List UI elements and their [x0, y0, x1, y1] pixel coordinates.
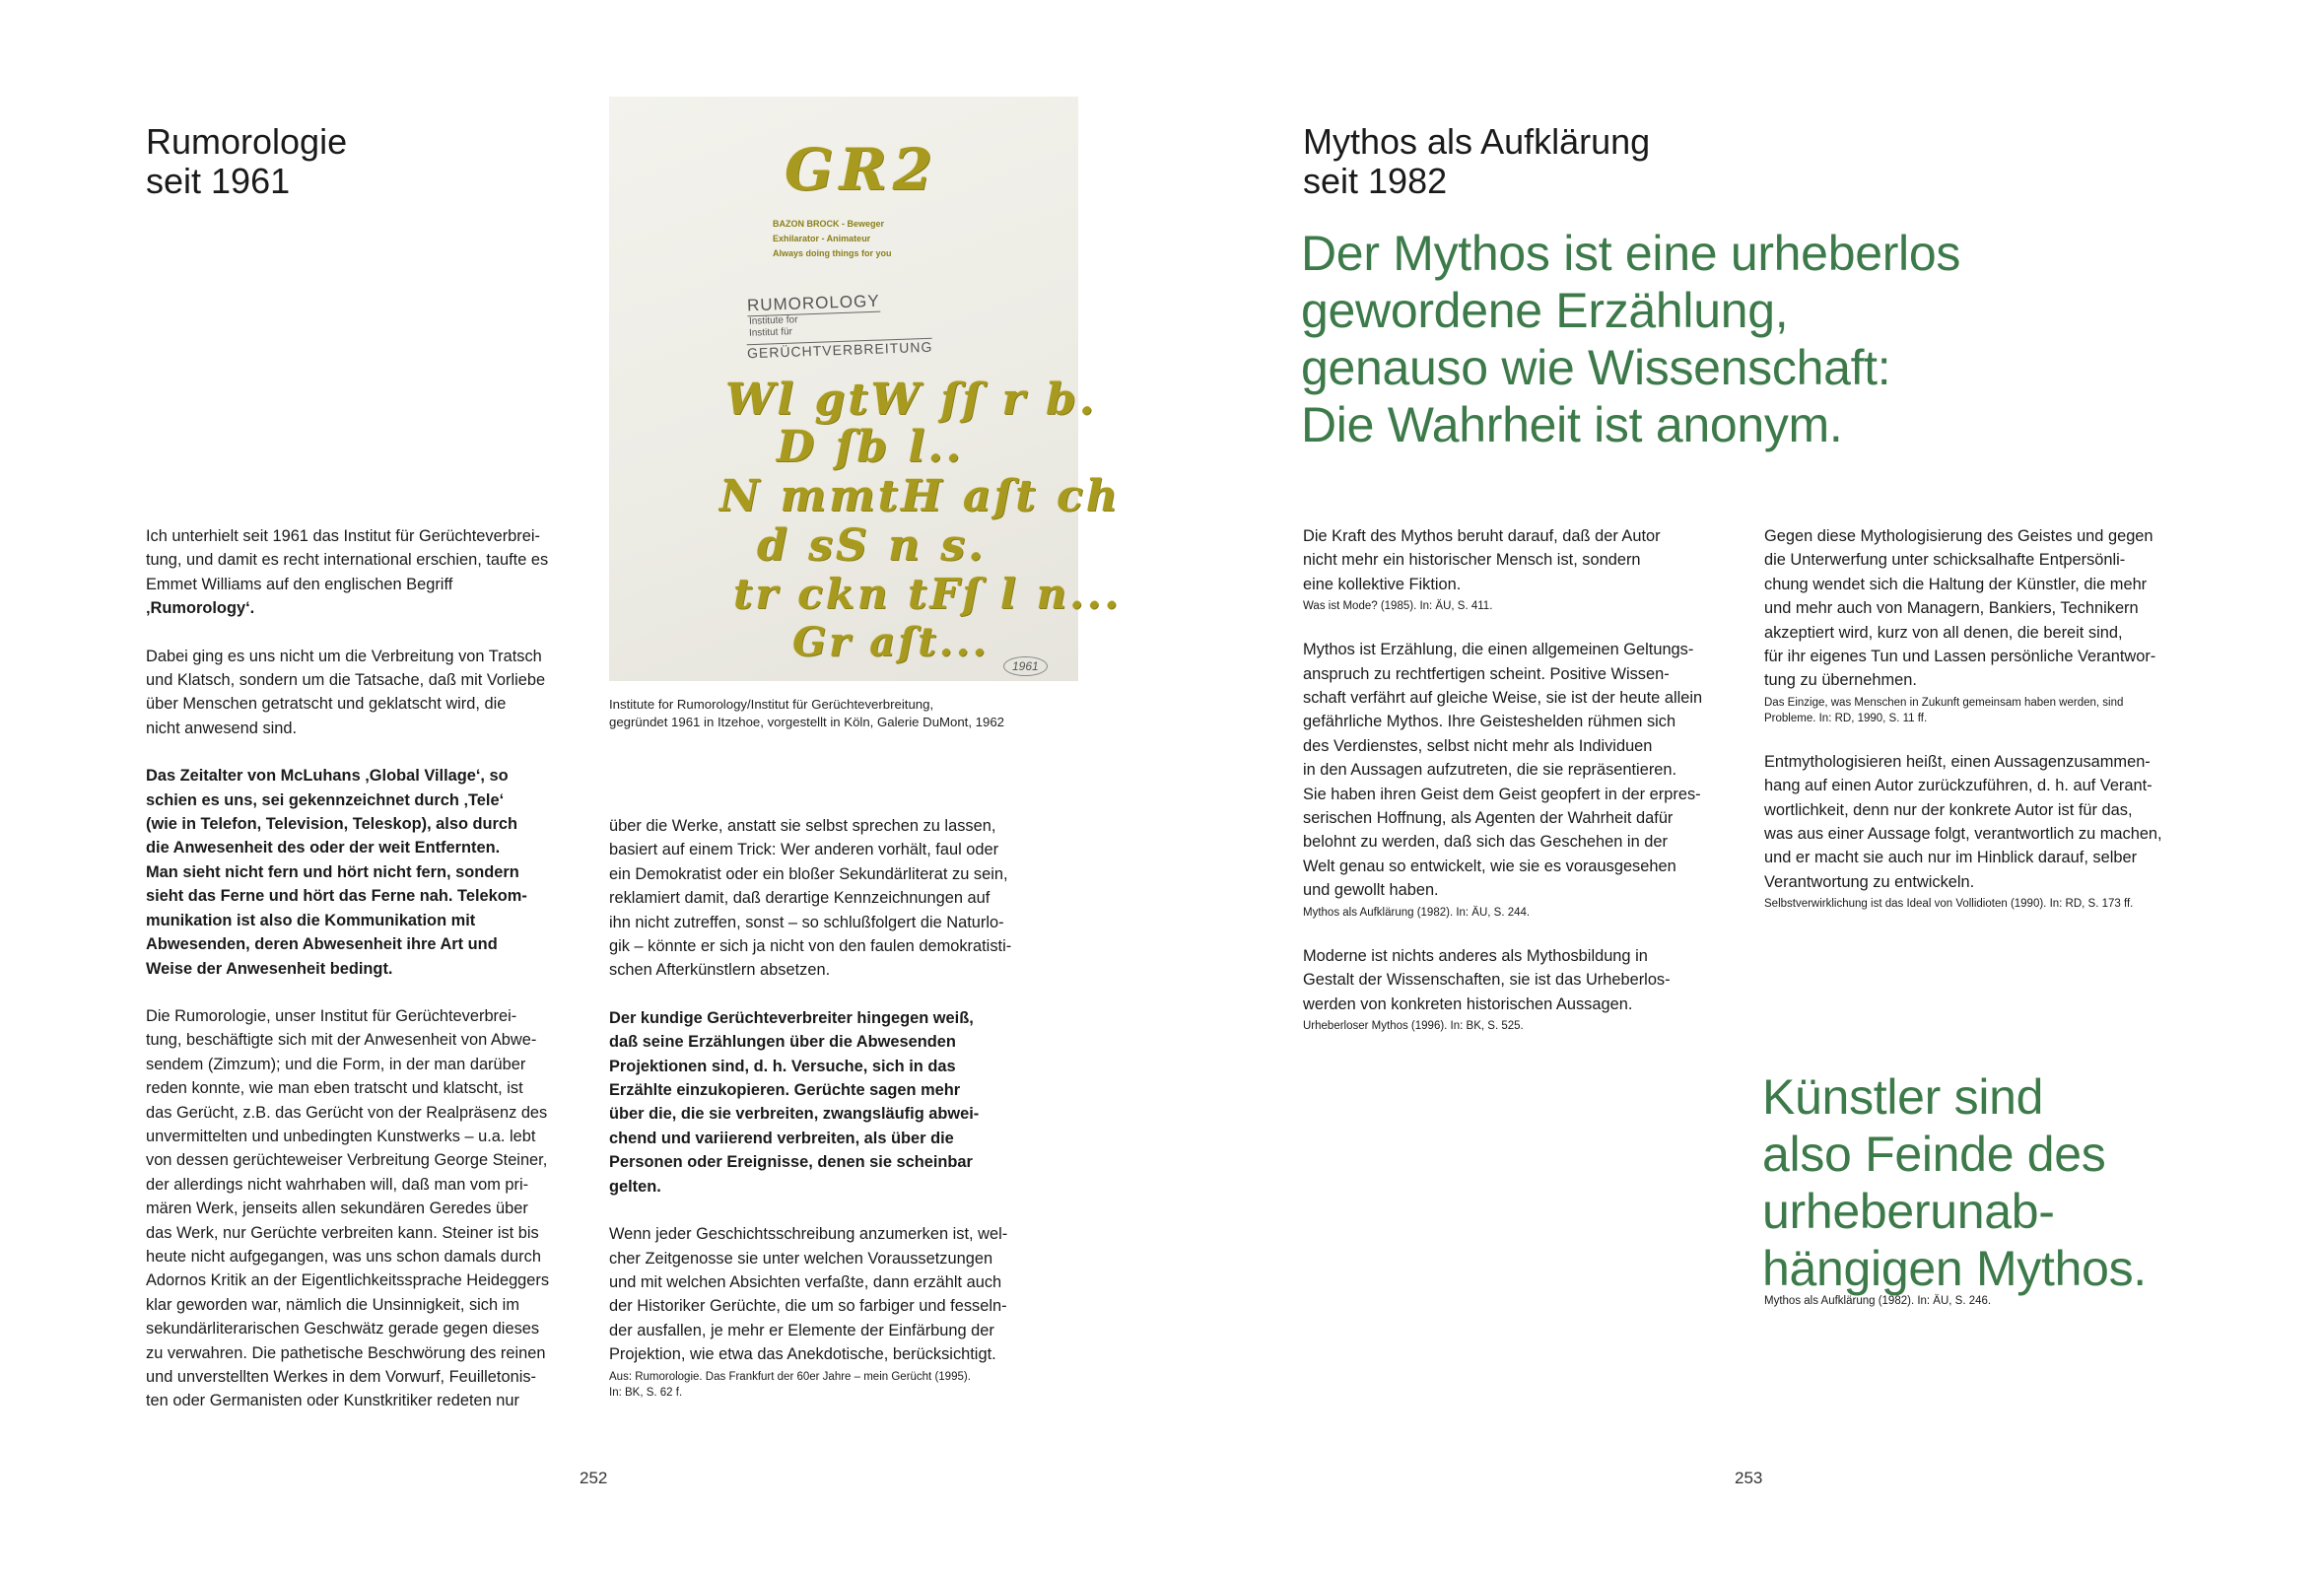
line: mären Werk, jenseits allen sekundären Geredes über	[146, 1200, 528, 1218]
line: sendem (Zimzum); und die Form, in der man darüber	[146, 1055, 526, 1073]
left-column-1	[146, 524, 599, 1437]
line: gefährliche Mythos. Ihre Geisteshelden rühmen sich	[1303, 713, 1676, 731]
line: hang auf einen Autor zurückzuführen, d. h. auf Verant-	[1764, 777, 2153, 795]
line: schen Afterkünstlern absetzen.	[609, 961, 831, 980]
line: gelten.	[609, 1177, 661, 1196]
paragraph-entmythologisieren	[1764, 750, 2218, 894]
title-line-2: seit 1982	[1303, 161, 1448, 201]
line: Projektion, wie etwa das Anekdotische, berücksichtigt.	[609, 1345, 996, 1364]
paragraph-mythologisierung	[1764, 524, 2218, 693]
line: unvermittelten und unbedingten Kunstwerks – u.a. lebt	[146, 1127, 536, 1145]
line: klar geworden war, nämlich die Unsinnigkeit, sich im	[146, 1295, 519, 1314]
line: das Werk, nur Gerüchte verbreiten kann. Steiner ist bis	[146, 1223, 539, 1242]
line: anspruch zu rechtfertigen scheint. Positive Wissen-	[1303, 664, 1670, 683]
line: chend und variierend verbreiten, als über die	[609, 1129, 954, 1147]
line: akzeptiert wird, kurz von all denen, die bereit sind,	[1764, 623, 2123, 642]
artwork-caption	[609, 696, 1082, 731]
paragraph-global-village	[146, 764, 599, 981]
line: Adornos Kritik an der Eigentlichkeitssprache Heideggers	[146, 1271, 550, 1290]
line: tung, und damit es recht international erschien, taufte es	[146, 551, 549, 570]
line: Erzählte einzukopieren. Gerüchte sagen mehr	[609, 1081, 961, 1100]
line: reklamiert damit, daß derartige Kennzeichnungen auf	[609, 889, 991, 908]
artwork-script-1: Wl gtW ſſ r b.	[725, 375, 1098, 425]
quote-line: Die Wahrheit ist anonym.	[1301, 397, 1843, 452]
line: reden konnte, wie man eben tratscht und klatscht, ist	[146, 1079, 523, 1098]
left-column-2	[609, 814, 1072, 1401]
line: von dessen gerüchteweiser Verbreitung George Steiner,	[146, 1151, 548, 1170]
citation: Selbstverwirklichung ist das Ideal von Vollidioten (1990). In: RD, S. 173 ff.	[1764, 898, 2134, 911]
line: belohnt zu werden, daß sich das Geschehen in der	[1303, 833, 1668, 852]
quote-line: urheberunab-	[1762, 1184, 2055, 1239]
line: Gestalt der Wissenschaften, sie ist das Urheberlos-	[1303, 971, 1671, 990]
quote-line: gewordene Erzählung,	[1301, 283, 1789, 338]
line: des Verdienstes, selbst nicht mehr als Individuen	[1303, 736, 1653, 755]
line: schien es uns, sei gekennzeichnet durch ‚Tele‘	[146, 790, 505, 809]
paragraph-kraft-des-mythos	[1303, 524, 1746, 596]
line: für ihr eigenes Tun und Lassen persönliche Verantwor-	[1764, 648, 2156, 666]
artwork-line-2: Exhilarator - Animateur	[773, 234, 871, 243]
paragraph-tratsch	[146, 645, 599, 741]
line: basiert auf einem Trick: Wer anderen vorhält, faul oder	[609, 841, 999, 859]
artwork-script-4: d sS n s.	[757, 520, 987, 571]
left-page-title	[146, 122, 347, 201]
line: Wenn jeder Geschichtsschreibung anzumerken ist, wel-	[609, 1225, 1008, 1244]
line: Man sieht nicht fern und hört nicht fern, sondern	[146, 862, 519, 881]
kuenstler-pull-quote	[1762, 1068, 2235, 1297]
caption-line-1: Institute for Rumorology/Institut für Gerüchteverbreitung,	[609, 697, 934, 712]
quote-line: genauso wie Wissenschaft:	[1301, 340, 1891, 395]
citation: Mythos als Aufklärung (1982). In: ÄU, S. 246.	[1764, 1295, 1992, 1307]
title-line-1: Mythos als Aufklärung	[1303, 121, 1651, 162]
line: das Gerücht, z.B. das Gerücht von der Realpräsenz des	[146, 1103, 548, 1122]
line: Dabei ging es uns nicht um die Verbreitung von Tratsch	[146, 647, 542, 665]
line: der ausfallen, je mehr er Elemente der Einfärbung der	[609, 1321, 994, 1339]
citation: Was ist Mode? (1985). In: ÄU, S. 411.	[1303, 600, 1493, 613]
line: gik – könnte er sich ja nicht von den faulen demokratisti-	[609, 937, 1012, 956]
line: tung zu übernehmen.	[1764, 671, 1917, 690]
line: Die Kraft des Mythos beruht darauf, daß der Autor	[1303, 527, 1661, 545]
line: cher Zeitgenosse sie unter welchen Voraussetzungen	[609, 1249, 993, 1268]
quote-line: Der Mythos ist eine urheberlos	[1301, 226, 1961, 281]
line: sekundärliterarischen Geschwätz gerade gegen dieses	[146, 1320, 540, 1338]
paragraph-geruechteverbreiter	[609, 1006, 1072, 1199]
line: und mehr auch von Managern, Bankiers, Technikern	[1764, 599, 2139, 618]
paragraph-trick	[609, 814, 1072, 983]
quote-line: Künstler sind	[1762, 1069, 2044, 1125]
line: wortlichkeit, denn nur der konkrete Autor ist für das,	[1764, 800, 2133, 819]
artwork-line-1: BAZON BROCK - Beweger	[773, 219, 885, 229]
line: Welt genau so entwickelt, wie sie es vorausgesehen	[1303, 857, 1676, 875]
title-line-2: seit 1961	[146, 161, 291, 201]
line: Die Rumorologie, unser Institut für Gerüchteverbrei-	[146, 1006, 517, 1025]
line: Ich unterhielt seit 1961 das Institut für Gerüchteverbrei-	[146, 527, 540, 545]
artwork-label-geruecht: GERÜCHTVERBREITUNG	[746, 338, 933, 362]
line: Gegen diese Mythologisierung des Geistes und gegen	[1764, 527, 2153, 545]
kuenstler-citation-wrap	[1764, 1291, 1991, 1309]
line: zu verwahren. Die pathetische Beschwörung des reinen	[146, 1343, 546, 1362]
line: der allerdings nicht wahrhaben will, daß man vom pri-	[146, 1175, 529, 1194]
line: der Historiker Gerüchte, die um so farbiger und fesseln-	[609, 1297, 1007, 1316]
rumorology-artwork-image	[609, 97, 1122, 681]
citation: Das Einzige, was Menschen in Zukunft gemeinsam haben werden, sind	[1764, 696, 2124, 709]
citation: Urheberloser Mythos (1996). In: BK, S. 525.	[1303, 1019, 1524, 1032]
line: munikation ist also die Kommunikation mit	[146, 911, 476, 929]
line: die Anwesenheit des oder der weit Entfernten.	[146, 839, 501, 857]
line: werden von konkreten historischen Aussagen.	[1303, 994, 1633, 1013]
artwork-label-institute: Institute for	[748, 314, 798, 327]
line: nicht anwesend sind.	[146, 719, 298, 737]
line: und Klatsch, sondern um die Tatsache, daß mit Vorliebe	[146, 671, 546, 690]
line: ein Demokratist oder ein bloßer Sekundärliterat zu sein,	[609, 864, 1008, 883]
artwork-script-3: N mmtH aſt ch	[719, 471, 1121, 521]
line: über Menschen getratscht und geklatscht wird, die	[146, 695, 507, 714]
artwork-script-6: Gr aſt...	[792, 619, 990, 665]
line: und mit welchen Absichten verfaßte, dann erzählt auch	[609, 1272, 1002, 1291]
line: Abwesenden, deren Abwesenheit ihre Art und	[146, 935, 498, 954]
artwork-script-5: tr ckn tFſ l n...	[733, 570, 1122, 618]
line: Das Zeitalter von McLuhans ‚Global Village‘, so	[146, 767, 509, 786]
artwork-year-stamp: 1961	[1003, 656, 1048, 676]
line: tung, beschäftigte sich mit der Anwesenheit von Abwe-	[146, 1031, 537, 1050]
line: nicht mehr ein historischer Mensch ist, sondern	[1303, 551, 1641, 570]
quote-line: also Feinde des	[1762, 1127, 2106, 1182]
line: in den Aussagen aufzutreten, die sie repräsentieren.	[1303, 761, 1677, 780]
right-page-title	[1303, 122, 1650, 201]
line: chung wendet sich die Haltung der Künstler, die mehr	[1764, 575, 2148, 593]
right-column-2	[1764, 524, 2218, 912]
citation: Probleme. In: RD, 1990, S. 11 ff.	[1764, 712, 1928, 724]
line: Weise der Anwesenheit bedingt.	[146, 959, 393, 978]
page-number-right: 253	[1735, 1469, 1763, 1487]
paragraph-rumorologie	[146, 1004, 599, 1413]
artwork-label-institut: Institut für	[748, 326, 793, 339]
line: und er macht sie auch nur im Hinblick darauf, selber	[1764, 849, 2138, 867]
line: Mythos ist Erzählung, die einen allgemeinen Geltungs-	[1303, 641, 1694, 659]
mythos-pull-quote	[1301, 225, 2188, 453]
line: die Unterwerfung unter schicksalhafte Entpersönli-	[1764, 551, 2126, 570]
line: und unverstellten Werkes in dem Vorwurf, Feuilletonis-	[146, 1368, 536, 1386]
line: (wie in Telefon, Television, Teleskop), also durch	[146, 815, 518, 834]
caption-line-2: gegründet 1961 in Itzehoe, vorgestellt in Köln, Galerie DuMont, 1962	[609, 715, 1005, 729]
line: Der kundige Gerüchteverbreiter hingegen weiß,	[609, 1008, 974, 1027]
line: daß seine Erzählungen über die Abwesenden	[609, 1033, 956, 1052]
line: Moderne ist nichts anderes als Mythosbildung in	[1303, 946, 1648, 965]
line: ten oder Germanisten oder Kunstkritiker redeten nur	[146, 1392, 520, 1410]
artwork-script-2: D ſb l..	[777, 422, 964, 472]
paragraph-intro	[146, 524, 599, 621]
page-number-left: 252	[580, 1469, 608, 1487]
line: Projektionen sind, d. h. Versuche, sich in das	[609, 1057, 956, 1075]
artwork-monogram: GR2	[785, 136, 939, 203]
paragraph-moderne	[1303, 944, 1746, 1016]
line: und gewollt haben.	[1303, 881, 1439, 900]
citation: Mythos als Aufklärung (1982). In: ÄU, S. 244.	[1303, 906, 1531, 919]
line: Personen oder Ereignisse, denen sie scheinbar	[609, 1153, 973, 1172]
artwork-line-3: Always doing things for you	[773, 248, 892, 258]
paragraph-mythos-erzaehlung	[1303, 638, 1746, 902]
line: schaft verfährt auf gleiche Weise, sie ist der heute allein	[1303, 689, 1703, 708]
line: über die Werke, anstatt sie selbst sprechen zu lassen,	[609, 817, 996, 835]
quote-line: hängigen Mythos.	[1762, 1241, 2147, 1296]
line: sieht das Ferne und hört das Ferne nah. Telekom-	[146, 887, 527, 906]
paragraph-geschichtsschreibung	[609, 1222, 1072, 1366]
line: serischen Hoffnung, als Agenten der Wahrheit dafür	[1303, 809, 1674, 828]
line: Entmythologisieren heißt, einen Aussagenzusammen-	[1764, 752, 2151, 771]
rumorology-term: ‚Rumorology‘.	[146, 599, 255, 618]
line: Sie haben ihren Geist dem Geist geopfert in der erpres-	[1303, 785, 1701, 803]
title-line-1: Rumorologie	[146, 121, 348, 162]
line: eine kollektive Fiktion.	[1303, 575, 1462, 593]
line: was aus einer Aussage folgt, verantwortlich zu machen,	[1764, 825, 2162, 844]
citation: Aus: Rumorologie. Das Frankfurt der 60er Jahre – mein Gerücht (1995).	[609, 1370, 971, 1383]
line: ihn nicht zutreffen, sonst – so schlußfolgert die Naturlo-	[609, 913, 1004, 931]
citation: In: BK, S. 62 f.	[609, 1386, 683, 1399]
line: heute nicht aufgegangen, was uns schon damals durch	[146, 1247, 541, 1266]
artwork-label-rumorology: RUMOROLOGY	[746, 291, 880, 315]
line: über die, die sie verbreiten, zwangsläufig abwei-	[609, 1105, 980, 1124]
line: Emmet Williams auf den englischen Begriff	[146, 575, 453, 593]
right-column-1	[1303, 524, 1746, 1034]
line: Verantwortung zu entwickeln.	[1764, 872, 1975, 891]
